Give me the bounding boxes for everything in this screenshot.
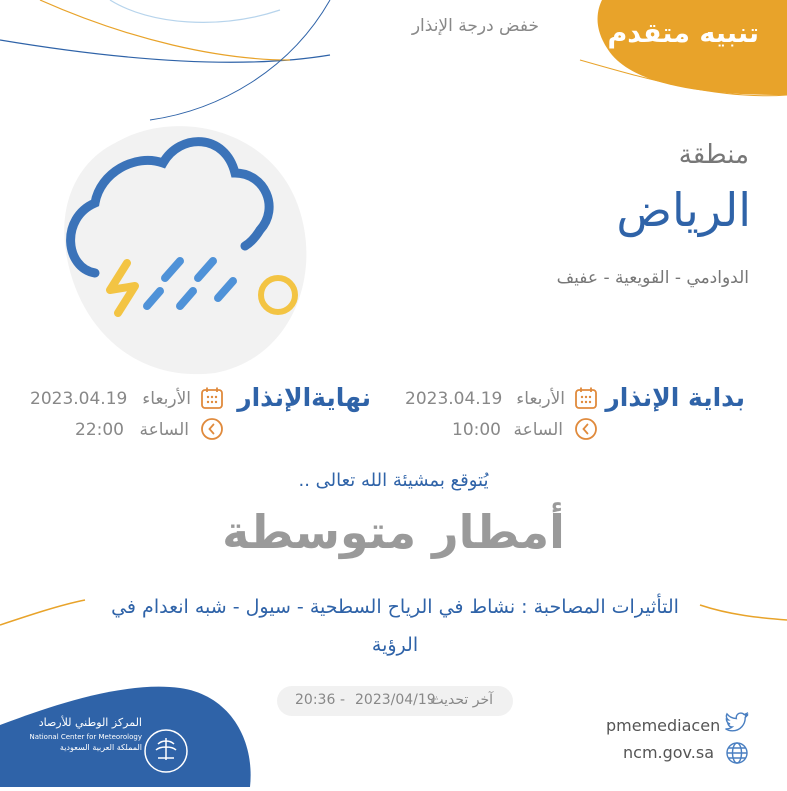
last-updated	[277, 686, 513, 716]
start-day: الأربعاء	[516, 389, 565, 409]
updated-label: آخر تحديث	[430, 692, 493, 708]
updated-separator: -	[340, 692, 346, 708]
end-time-label: الساعة	[139, 420, 189, 440]
badge-label: تنبيه متقدم	[607, 18, 759, 49]
forecast-intro: يُتوقع بمشيئة الله تعالى ..	[298, 470, 489, 491]
city-name: الرياض	[616, 183, 751, 237]
end-date: 2023.04.19	[30, 389, 128, 409]
globe-icon[interactable]	[725, 741, 749, 765]
end-day: الأربعاء	[142, 389, 191, 409]
forecast-effects: التأثيرات المصاحبة : نشاط في الرياح السطحية - سيول - شبه انعدام في الرؤية	[111, 596, 679, 656]
end-time: 22:00	[75, 420, 124, 440]
website-link[interactable]: ncm.gov.sa	[623, 743, 715, 762]
ncm-logo-block	[0, 680, 260, 787]
start-time: 10:00	[452, 420, 501, 440]
ncm-country-ar: المملكة العربية السعودية	[59, 743, 142, 752]
region-label: منطقة	[678, 140, 749, 170]
clock-icon	[574, 417, 598, 441]
calendar-icon	[200, 386, 224, 410]
start-date: 2023.04.19	[405, 389, 503, 409]
updated-date: 2023/04/19	[355, 692, 436, 708]
rain-lightning-cloud-icon	[55, 118, 315, 378]
clock-icon	[200, 417, 224, 441]
start-time-label: الساعة	[513, 420, 563, 440]
sub-areas: الدوادمي - القويعية - عفيف	[556, 268, 749, 288]
ncm-name-en: National Center for Meteorology	[29, 733, 142, 741]
start-title: بداية الإنذار	[605, 383, 745, 412]
alert-level-badge	[572, 0, 787, 95]
twitter-handle[interactable]: pmemediacen	[606, 716, 721, 735]
ncm-name-ar: المركز الوطني للأرصاد	[38, 716, 142, 729]
calendar-icon	[574, 386, 598, 410]
updated-time: 20:36	[295, 692, 336, 708]
end-title: نهايةالإنذار	[237, 383, 371, 412]
twitter-icon[interactable]	[725, 712, 749, 734]
alert-subtitle: خفض درجة الإنذار	[411, 16, 539, 36]
forecast-condition: أمطار متوسطة	[222, 505, 565, 559]
